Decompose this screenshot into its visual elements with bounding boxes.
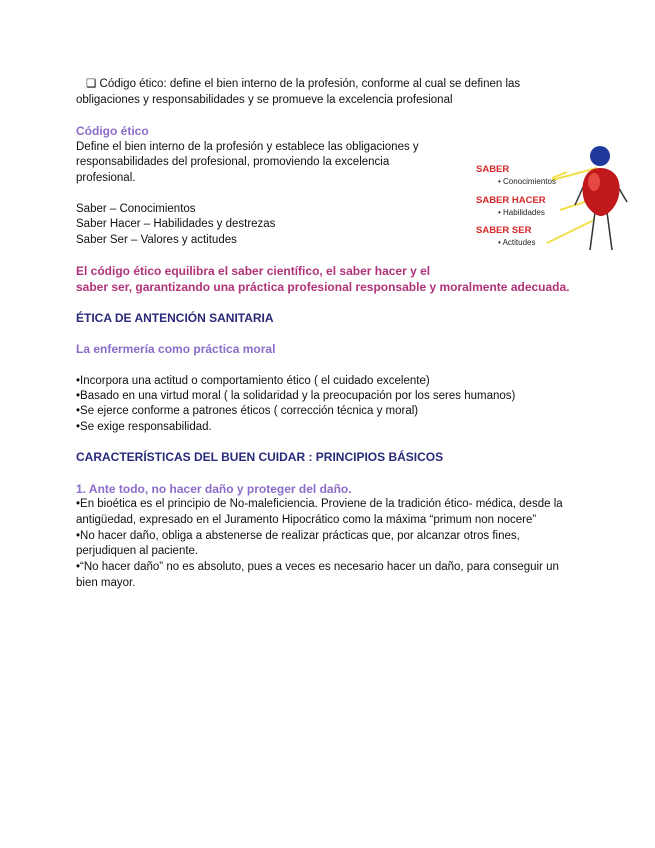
figure-sub-actitudes: • Actitudes bbox=[498, 238, 536, 247]
figure-sub-habilidades: • Habilidades bbox=[498, 208, 545, 217]
figure-sub-conocimientos: • Conocimientos bbox=[498, 177, 556, 186]
right-leg bbox=[607, 212, 612, 250]
saber-figure bbox=[472, 140, 632, 255]
pointer-line-4 bbox=[547, 220, 594, 243]
figure-label-saber-hacer: SABER HACER bbox=[476, 195, 546, 206]
highlight-line-1: El código ético equilibra el saber científico, el saber hacer y el bbox=[76, 264, 431, 278]
codigo-line-2: responsabilidades del profesional, promoviendo la excelencia bbox=[76, 156, 390, 168]
saber-line-2: Saber Hacer – Habilidades y destrezas bbox=[76, 218, 276, 230]
etica-bullet-3: •Se ejerce conforme a patrones éticos ( corrección técnica y moral) bbox=[76, 405, 419, 417]
codigo-heading: Código ético bbox=[76, 124, 149, 138]
etica-bullet-1: •Incorpora una actitud o comportamiento ético ( el cuidado excelente) bbox=[76, 375, 430, 387]
intro-line-1 bbox=[86, 77, 520, 92]
principle-line-3: •No hacer daño, obliga a abstenerse de realizar prácticas que, por alcanzar otros fines, bbox=[76, 530, 520, 542]
principle-line-1: •En bioética es el principio de No-maleficiencia. Proviene de la tradición ético- médica, desde la bbox=[76, 498, 563, 510]
principle-line-5: •“No hacer daño” no es absoluto, pues a veces es necesario hacer un daño, para conseguir un bbox=[76, 561, 559, 573]
codigo-line-1: Define el bien interno de la profesión y establece las obligaciones y bbox=[76, 141, 419, 153]
figure-label-saber-ser: SABER SER bbox=[476, 225, 532, 236]
highlight-line-2: saber ser, garantizando una práctica profesional responsable y moralmente adecuada. bbox=[76, 280, 570, 294]
heart-shine bbox=[588, 173, 600, 191]
heart-body bbox=[583, 168, 620, 216]
figure-label-saber: SABER bbox=[476, 164, 510, 175]
principle-line-6: bien mayor. bbox=[76, 577, 136, 589]
caracteristicas-heading: CARACTERÍSTICAS DEL BUEN CUIDAR : PRINCIPIOS BÁSICOS bbox=[76, 450, 444, 464]
saber-line-1: Saber – Conocimientos bbox=[76, 203, 196, 215]
checkbox-bullet-icon: ❑ bbox=[86, 78, 97, 90]
head-icon bbox=[590, 146, 610, 166]
etica-subheading: La enfermería como práctica moral bbox=[76, 342, 276, 356]
etica-bullet-4: •Se exige responsabilidad. bbox=[76, 421, 212, 433]
intro-line-2: obligaciones y responsabilidades y se promueve la excelencia profesional bbox=[76, 94, 453, 106]
principle-title: 1. Ante todo, no hacer daño y proteger del daño. bbox=[76, 482, 352, 496]
codigo-line-3: profesional. bbox=[76, 172, 136, 184]
saber-line-3: Saber Ser – Valores y actitudes bbox=[76, 234, 237, 246]
etica-bullet-2: •Basado en una virtud moral ( la solidaridad y la preocupación por los seres humanos) bbox=[76, 390, 516, 402]
principle-line-4: perjudiquen al paciente. bbox=[76, 545, 199, 557]
etica-heading: ÉTICA DE ANTENCIÓN SANITARIA bbox=[76, 311, 274, 325]
left-leg bbox=[590, 212, 595, 250]
intro-text-1: Código ético: define el bien interno de la profesión, conforme al cual se definen las bbox=[99, 78, 521, 90]
principle-line-2: antigüedad, expresado en el Juramento Hipocrático como la máxima “primum non nocere” bbox=[76, 514, 537, 526]
